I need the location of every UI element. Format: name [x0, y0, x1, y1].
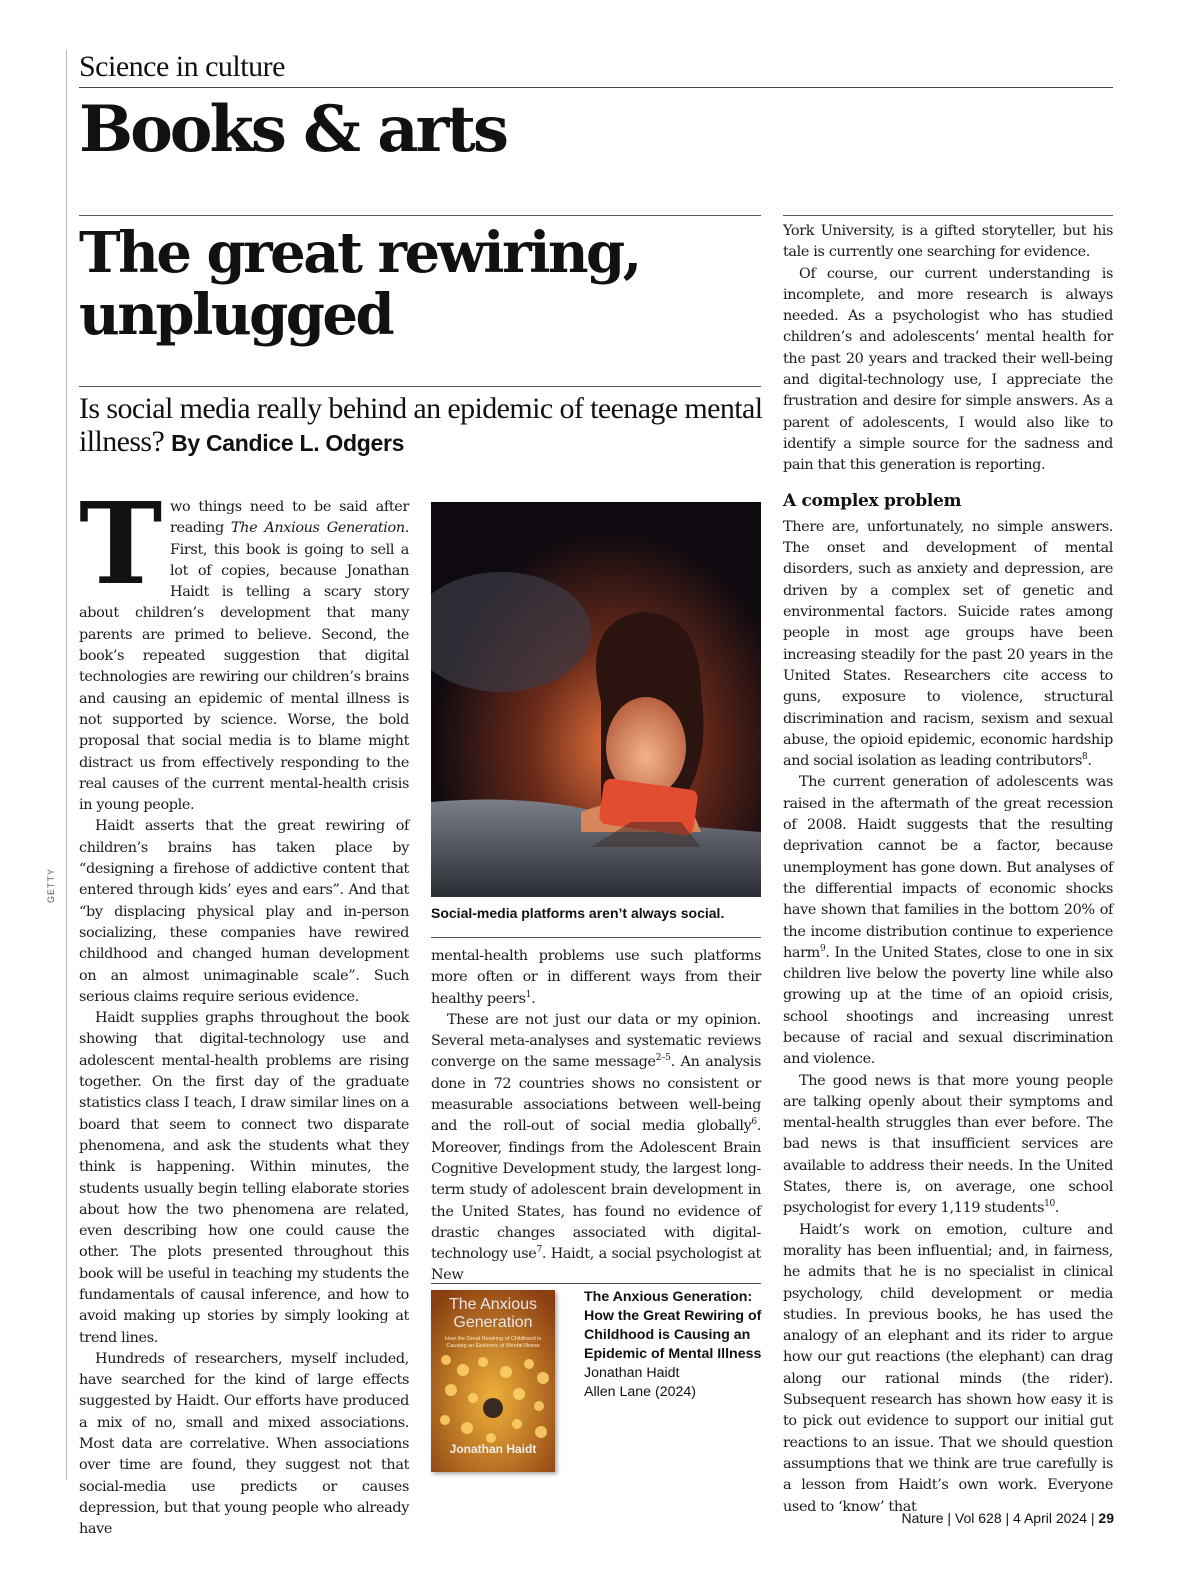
- headline-line-1: The great rewiring,: [79, 220, 640, 286]
- book-publisher: Allen Lane (2024): [584, 1384, 697, 1400]
- paragraph: Haidt’s work on emotion, culture and morality has been influential; and, in fairness, he admits that he is no specialist in clinical psychology, child development or media studies. In previous books, he has used the analogy of an elephant and its rider to argue how our gut reactions (the elephant) can drag along our rational minds (the rider). Subsequent research has shown how easy it is to pick out evidence to support our initial gut reactions to an issue. That we should question assumptions that we think are true carefully is a lesson from Haidt’s own work. Everyone used to ‘know’ that: [783, 1221, 1113, 1515]
- book-title: The Anxious Generation: How the Great Rewiring of Childhood is Causing an Epidemic of Mental Illness: [584, 1289, 762, 1362]
- paragraph: [79, 479, 409, 816]
- reference: 1: [525, 989, 532, 1000]
- section-label: Science in culture: [79, 50, 285, 83]
- reference: 2–5: [655, 1053, 671, 1064]
- body-column-2: [431, 946, 761, 1287]
- book-info: [584, 1288, 764, 1402]
- text: . Haidt, a social psychologist at New: [431, 1246, 761, 1284]
- cover-title-line: The Anxious: [448, 1296, 538, 1313]
- page-footer: [780, 1510, 1114, 1526]
- text: . First, this book is going to sell a lot of copies, because Jonathan Haidt is telling a scary story about children’s development that many parents are primed to believe. Second, the book’s repeated suggestion that digital technologies are rewiring our children’s brains and causing an epidemic of mental illness is not supported by science. Worse, the bold proposal that social media is to blame might distract us from effectively responding to the real causes of the current mental-health crisis in young people.: [79, 520, 409, 814]
- headline: [79, 222, 759, 346]
- paragraph: [783, 517, 1113, 773]
- photo-illustration: [431, 502, 761, 897]
- separator: |: [1090, 1510, 1095, 1526]
- reference: 9: [819, 944, 826, 954]
- right-column-divider: [783, 215, 1113, 216]
- headline-line-2: unplugged: [79, 282, 393, 348]
- text: wo things need to be said after reading: [170, 499, 409, 537]
- text: . Moreover, findings from the Adolescent Brain Cognitive Development study, the largest long-term study of adolescent brain development in the United States, has found no evidence of drastic changes associated with digital-technology use: [431, 1118, 761, 1263]
- text: .: [1054, 1200, 1060, 1217]
- body-column-1: [79, 479, 409, 1541]
- page-number: 29: [1098, 1510, 1114, 1526]
- book-info-divider: [431, 1283, 761, 1284]
- cover-author: Jonathan Haidt: [449, 1442, 537, 1456]
- issue-date: 4 April 2024: [1013, 1510, 1087, 1526]
- department-title: Books & arts: [79, 92, 506, 167]
- text: mental-health problems use such platforms more often or in different ways from their healthy peers: [431, 948, 761, 1007]
- photo-caption: Social-media platforms aren’t always social.: [431, 905, 725, 921]
- standfirst-text: Is social media really behind an epidemic of teenage mental illness?: [79, 392, 763, 458]
- headline-divider: [79, 215, 761, 216]
- paragraph: [431, 946, 761, 1010]
- journal-name: Nature: [901, 1510, 944, 1526]
- reference: 6: [751, 1117, 757, 1128]
- separator: |: [1005, 1510, 1010, 1526]
- subheading: A complex problem: [783, 490, 962, 511]
- standfirst-divider: [79, 386, 761, 387]
- book-author: Jonathan Haidt: [584, 1365, 680, 1381]
- paragraph: Hundreds of researchers, myself included, have searched for the kind of large effects suggested by Haidt. Our efforts have produced a mix of no, small and mixed associations. Most data are correlative. When associations over time are found, they suggest not that social-media use predicts or causes depression, but that young people who already have: [79, 1350, 409, 1538]
- reference: 7: [536, 1245, 542, 1256]
- paragraph: [431, 1010, 761, 1287]
- standfirst: [79, 392, 769, 460]
- byline: By Candice L. Odgers: [171, 430, 405, 456]
- book-title-inline: The Anxious Generation: [230, 520, 405, 537]
- paragraph: York University, is a gifted storyteller, but his tale is currently one searching for evidence.: [783, 223, 1113, 261]
- photo-teen-on-phone: [431, 502, 761, 897]
- text: . An analysis done in 72 countries shows no consistent or measurable associations between well-being and the roll-out of social media globally: [431, 1054, 761, 1135]
- paragraph: Haidt supplies graphs throughout the book showing that digital-technology use and adolescent mental-health problems are rising together. On the first day of the graduate statistics class I teach, I draw similar lines on a board that seem to connect two disparate phenomena, and ask the students what they think is happening. Within minutes, the students usually begin telling elaborate stories about how the two phenomena are related, even describing how one could cause the other. The plots presented throughout this book will be useful in teaching my students the fundamentals of causal inference, and how to avoid making up stories by simply looking at trend lines.: [79, 1010, 409, 1346]
- text: These are not just our data or my opinion. Several meta-analyses and systematic reviews converge on the same message: [431, 1011, 761, 1071]
- text: .: [531, 990, 536, 1007]
- paragraph: [783, 772, 1113, 1070]
- body-column-3: [783, 221, 1113, 1518]
- photo-credit: GETTY: [46, 868, 56, 904]
- paragraph: Haidt asserts that the great rewiring of children’s brains has taken place by “designing a firehose of addictive content that entered through kids’ eyes and ears”. And that “by displacing physical play and in-person socializing, these companies have rewired childhood and changed human development on an almost unimaginable scale”. Such serious claims require serious evidence.: [79, 818, 409, 1005]
- separator: |: [947, 1510, 952, 1526]
- reference: 10: [1044, 1199, 1055, 1210]
- reference: 8: [1081, 752, 1088, 763]
- text: The good news is that more young people are talking openly about their symptoms and mental-health struggles than ever before. The bad news is that insufficient services are available to address their needs. In the United States, there is, on average, one school psychologist for every 1,119 students: [783, 1072, 1113, 1217]
- text: . In the United States, close to one in six children live below the poverty line while also growing up at the time of an opioid crisis, school shootings and increasing unrest because of racial and sexual discrimination and violence.: [783, 944, 1113, 1068]
- margin-rule: [66, 50, 67, 1480]
- text: .: [1087, 753, 1092, 770]
- book-cover: [431, 1290, 555, 1472]
- text: There are, unfortunately, no simple answers. The onset and development of mental disorders, such as anxiety and depression, are driven by a complex set of genetic and environmental factors. Suicide rates among people in most age groups have been increasing steadily for the past 20 years in the United States. Researchers cite access to guns, exposure to violence, structural discrimination and racism, sexism and sexual abuse, the opioid epidemic, economic hardship and social isolation as leading contributors: [783, 518, 1113, 770]
- paragraph: [783, 1071, 1113, 1220]
- top-divider: [79, 87, 1113, 88]
- text: The current generation of adolescents was raised in the aftermath of the great recession of 2008. Haidt suggests that the resulting deprivation cannot be a factor, because unemployment has gone down. But analyses of the differential impacts of economic shocks have shown that families in the bottom 20% of the income distribution continue to experience harm: [783, 774, 1113, 961]
- paragraph: Of course, our current understanding is incomplete, and more research is always needed. As a psychologist who has studied children’s and adolescents’ mental health for the past 20 years and tracked their well-being and digital-technology use, I appreciate the frustration and desire for simple answers. As a parent of adolescents, I would also like to identify a simple source for the sadness and pain that this generation is reporting.: [783, 265, 1113, 474]
- cover-subtitle: How the Great Rewiring of Childhood is Causing an Epidemic of Mental Illness: [444, 1336, 542, 1349]
- volume: Vol 628: [954, 1510, 1002, 1526]
- cover-title-line: Generation: [453, 1314, 533, 1331]
- drop-cap: T: [79, 479, 162, 610]
- caption-divider: [431, 937, 761, 938]
- cover-title: [431, 1296, 555, 1332]
